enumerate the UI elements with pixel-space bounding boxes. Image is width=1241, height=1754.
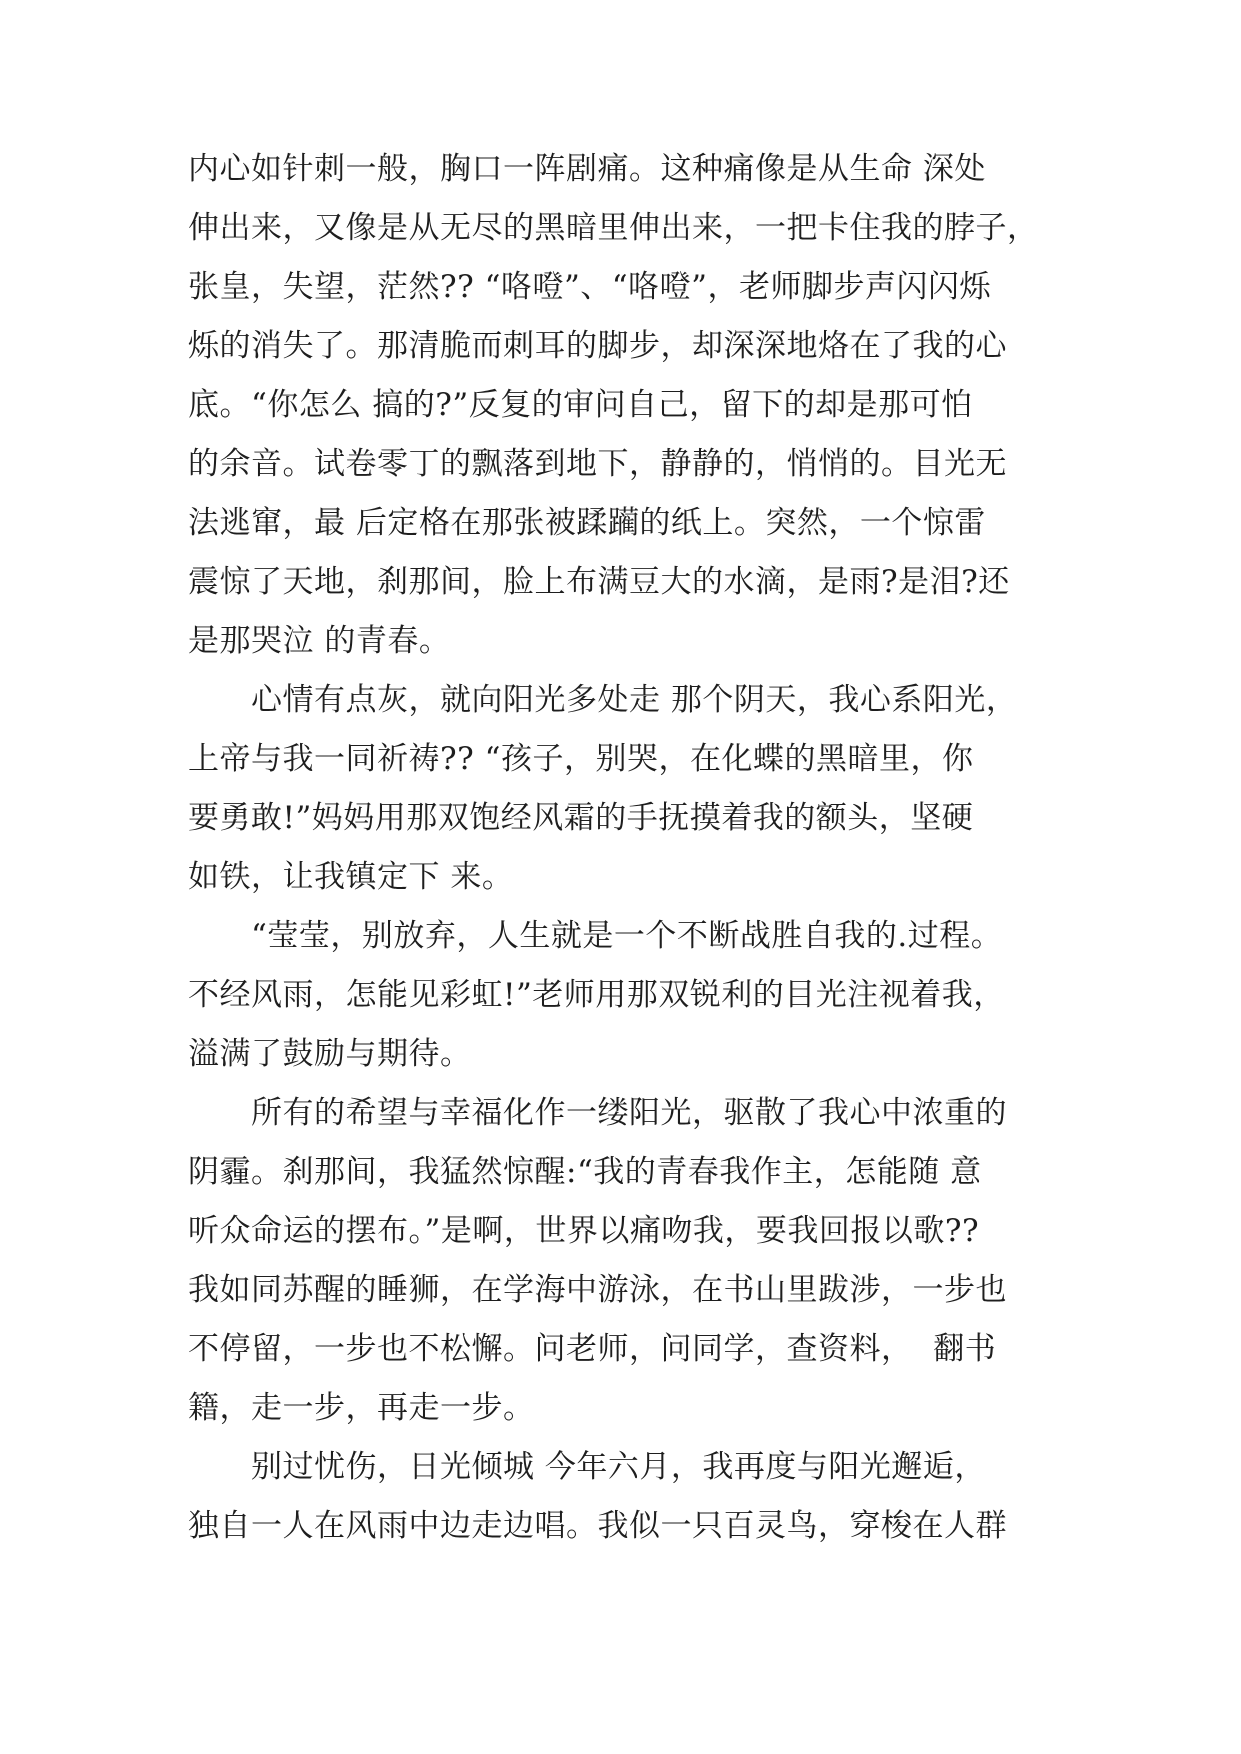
text-line: 的余音。试卷零丁的飘落到地下，静静的，悄悄的。目光无 xyxy=(188,446,1007,482)
text-line: 烁的消失了。那清脆而刺耳的脚步，却深深地烙在了我的心 xyxy=(188,328,1007,364)
text-line: 底。“你怎么 搞的?”反复的审问自己，留下的却是那可怕 xyxy=(188,387,973,423)
text-line: 听众命运的摆布。”是啊，世界以痛吻我，要我回报以歌?? xyxy=(188,1213,980,1249)
text-line: 我如同苏醒的睡狮，在学海中游泳，在书山里跋涉，一步也 xyxy=(188,1272,1007,1308)
text-line: 不停留，一步也不松懈。问老师，问同学，查资料， 翻书 xyxy=(188,1331,997,1367)
text-line: 所有的希望与幸福化作一缕阳光，驱散了我心中浓重的 xyxy=(188,1095,1007,1131)
text-line: 别过忧伤，日光倾城 今年六月，我再度与阳光邂逅， xyxy=(188,1449,986,1485)
text-line: 阴霾。刹那间，我猛然惊醒:“我的青春我作主，怎能随 意 xyxy=(188,1154,982,1190)
text-line: 内心如针刺一般，胸口一阵剧痛。这种痛像是从生命 深处 xyxy=(188,151,986,187)
text-line: 要勇敢!”妈妈用那双饱经风霜的手抚摸着我的额头，坚硬 xyxy=(188,800,974,836)
text-line: 溢满了鼓励与期待。 xyxy=(188,1036,472,1072)
text-line: 籍，走一步，再走一步。 xyxy=(188,1390,535,1426)
text-line: 如铁，让我镇定下 来。 xyxy=(188,859,514,895)
text-line: 伸出来，又像是从无尽的黑暗里伸出来，一把卡住我的脖子， xyxy=(188,210,1039,246)
text-line: “莹莹，别放弃，人生就是一个不断战胜自我的.过程。 xyxy=(188,918,1003,954)
text-line: 震惊了天地，刹那间，脸上布满豆大的水滴，是雨?是泪?还 xyxy=(188,564,1010,600)
text-line: 张皇，失望，茫然?? “咯噔”、“咯噔”，老师脚步声闪闪烁 xyxy=(188,269,991,305)
essay-body xyxy=(188,140,1068,1556)
text-line: 独自一人在风雨中边走边唱。我似一只百灵鸟，穿梭在人群 xyxy=(188,1508,1007,1544)
text-line: 是那哭泣 的青春。 xyxy=(188,623,451,659)
text-line: 心情有点灰，就向阳光多处走 那个阴天，我心系阳光， xyxy=(188,682,1018,718)
text-line: 法逃窜，最 后定格在那张被蹂躏的纸上。突然，一个惊雷 xyxy=(188,505,986,541)
text-line: 不经风雨，怎能见彩虹!”老师用那双锐利的目光注视着我， xyxy=(188,977,1005,1013)
text-line: 上帝与我一同祈祷?? “孩子，别哭，在化蝶的黑暗里，你 xyxy=(188,741,974,777)
